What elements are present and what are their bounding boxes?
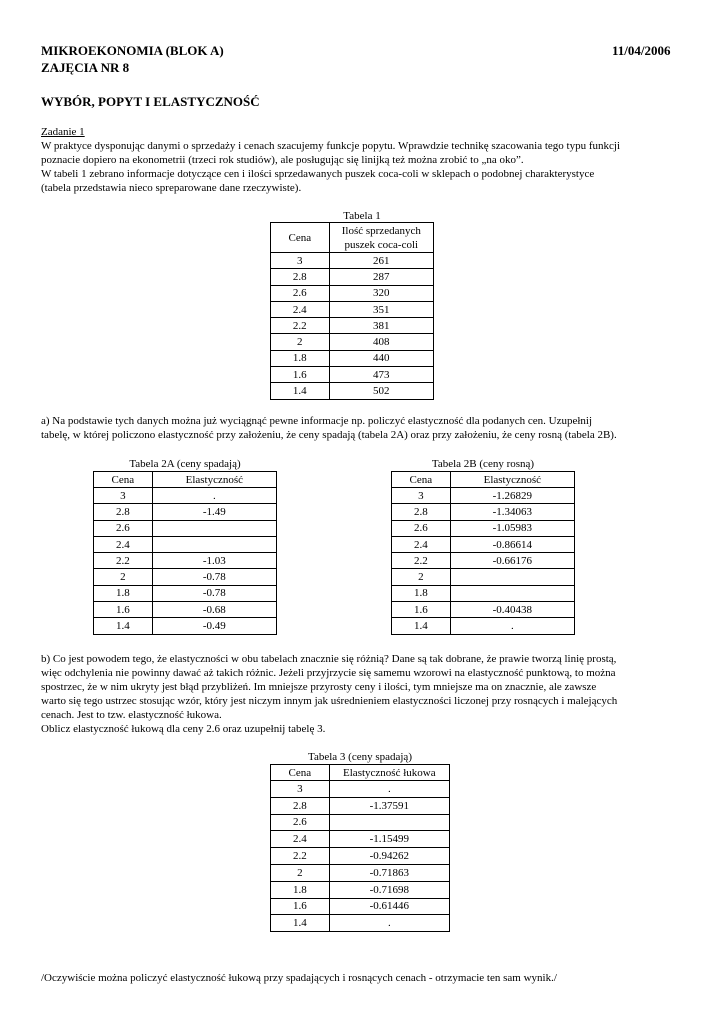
table2a-price-cell: 2.4 xyxy=(94,536,153,552)
table2b-row xyxy=(392,504,575,520)
table2b-value-cell: . xyxy=(450,618,574,634)
table3-price-cell: 1.4 xyxy=(271,915,330,932)
table1-price-cell: 2.4 xyxy=(271,301,330,317)
table3-value-cell: -1.15499 xyxy=(329,831,449,848)
table2a-price-cell: 3 xyxy=(94,488,153,504)
table1-row xyxy=(271,285,434,301)
table1-caption: Tabela 1 xyxy=(343,210,381,222)
table2b-price-cell: 1.8 xyxy=(392,585,451,601)
table1-price-cell: 3 xyxy=(271,253,330,269)
table3-row xyxy=(271,781,450,798)
table2a-value-cell xyxy=(152,536,276,552)
table1-value-cell: 440 xyxy=(329,350,433,366)
table2a-value-cell: -1.49 xyxy=(152,504,276,520)
table2a-header-elasticity: Elastyczność xyxy=(152,472,276,488)
table2b-row xyxy=(392,536,575,552)
table3-row xyxy=(271,881,450,898)
table1-value-cell: 351 xyxy=(329,301,433,317)
table3-value-cell: -0.71863 xyxy=(329,864,449,881)
table1-row xyxy=(271,301,434,317)
table2b-row xyxy=(392,585,575,601)
document-date: 11/04/2006 xyxy=(612,43,671,58)
table2a-value-cell: -0.78 xyxy=(152,569,276,585)
table1-price-cell: 2.8 xyxy=(271,269,330,285)
table2b-value-cell xyxy=(450,585,574,601)
part-b-line: więc odchylenia nie powinny dawać aż takich różnic. Jeżeli przyjrzycie się samemu wzorowi na elastyczność punktową, to można xyxy=(41,667,616,679)
table1-price-cell: 1.4 xyxy=(271,383,330,399)
table2a-caption: Tabela 2A (ceny spadają) xyxy=(129,458,241,470)
part-a-line: a) Na podstawie tych danych można już wyciągnąć pewne informacje np. policzyć elastyczność dla podanych cen. Uzupełnij xyxy=(41,415,593,427)
table1-price-cell: 2 xyxy=(271,334,330,350)
table2a-price-cell: 1.8 xyxy=(94,585,153,601)
table3-value-cell: -0.71698 xyxy=(329,881,449,898)
table3-price-cell: 2.4 xyxy=(271,831,330,848)
table2b-value-cell: -1.34063 xyxy=(450,504,574,520)
table2a-price-cell: 2.2 xyxy=(94,553,153,569)
task-label: Zadanie 1 xyxy=(41,126,85,138)
table2a-value-cell: -0.68 xyxy=(152,602,276,618)
table2b-row xyxy=(392,553,575,569)
table1-price-cell: 1.8 xyxy=(271,350,330,366)
table2b-value-cell: -1.26829 xyxy=(450,488,574,504)
table1-row xyxy=(271,383,434,399)
table2a-row xyxy=(94,602,277,618)
table2a-price-cell: 2 xyxy=(94,569,153,585)
table1-value-cell: 502 xyxy=(329,383,433,399)
intro-line: W praktyce dysponując danymi o sprzedaży i cenach szacujemy funkcje popytu. Wprawdzie technikę szacowania tego typu funkcji xyxy=(41,140,621,152)
table3-price-cell: 2.2 xyxy=(271,848,330,865)
table1-row xyxy=(271,318,434,334)
part-b-line: warto się tego ustrzec stosując wzór, który jest niczym innym jak uśrednieniem elastyczności liczonej przy rosnących i malejących xyxy=(41,695,618,707)
table1-value-cell: 287 xyxy=(329,269,433,285)
table1-price-cell: 2.6 xyxy=(271,285,330,301)
course-title: MIKROEKONOMIA (BLOK A) xyxy=(41,43,224,58)
table2a-value-cell xyxy=(152,520,276,536)
table3-price-cell: 2.8 xyxy=(271,797,330,814)
table2a-value-cell: -0.78 xyxy=(152,585,276,601)
table2b-value-cell: -1.05983 xyxy=(450,520,574,536)
table1-header-qty-line2: puszek coca-coli xyxy=(344,238,419,251)
table3-value-cell: . xyxy=(329,781,449,798)
table1-header-qty-line1: Ilość sprzedanych xyxy=(341,224,421,237)
table1-price-cell: 2.2 xyxy=(271,318,330,334)
table2a-price-cell: 1.6 xyxy=(94,602,153,618)
part-b-instruction: Oblicz elastyczność łukową dla ceny 2.6 oraz uzupełnij tabelę 3. xyxy=(41,723,326,735)
table2b-row xyxy=(392,488,575,504)
table1-row xyxy=(271,269,434,285)
table1-header-price: Cena xyxy=(271,223,330,253)
table3-value-cell xyxy=(329,814,449,831)
table3-price-cell: 2 xyxy=(271,864,330,881)
table1-value-cell: 408 xyxy=(329,334,433,350)
table3-row xyxy=(271,814,450,831)
table2a-row xyxy=(94,520,277,536)
table2a-row xyxy=(94,536,277,552)
table1-value-cell: 261 xyxy=(329,253,433,269)
table2b-price-cell: 3 xyxy=(392,488,451,504)
table1-value-cell: 320 xyxy=(329,285,433,301)
task-intro xyxy=(41,139,683,195)
table2a-price-cell: 2.8 xyxy=(94,504,153,520)
table2b-price-cell: 2.8 xyxy=(392,504,451,520)
table3-header-elasticity: Elastyczność łukowa xyxy=(329,765,449,781)
table2b-price-cell: 2 xyxy=(392,569,451,585)
part-b-line: spostrzec, że w nim ukryty jest błąd przybliżeń. Im mniejsze przyrosty ceny i ilości, tym mniejsze ma on znacznie, ale zawsze xyxy=(41,681,597,693)
part-a-text xyxy=(41,414,683,442)
table2b xyxy=(391,471,575,635)
table3-row xyxy=(271,915,450,932)
table3-price-cell: 2.6 xyxy=(271,814,330,831)
table2b-row xyxy=(392,618,575,634)
table3-row xyxy=(271,898,450,915)
table2b-value-cell: -0.40438 xyxy=(450,602,574,618)
table2b-row xyxy=(392,520,575,536)
footer-note: /Oczywiście można policzyć elastyczność łukową przy spadających i rosnących cenach - otrzymacie ten sam wynik./ xyxy=(41,972,557,984)
table3-value-cell: . xyxy=(329,915,449,932)
intro-line: W tabeli 1 zebrano informacje dotyczące cen i ilości sprzedawanych puszek coca-coli w sklepach o podobnej charakterystyce xyxy=(41,168,595,180)
table2a-price-cell: 1.4 xyxy=(94,618,153,634)
table3-header-price: Cena xyxy=(271,765,330,781)
table3-caption: Tabela 3 (ceny spadają) xyxy=(308,751,412,763)
table1-value-cell: 381 xyxy=(329,318,433,334)
table3-price-cell: 1.6 xyxy=(271,898,330,915)
table2b-value-cell: -0.86614 xyxy=(450,536,574,552)
table2a-row xyxy=(94,488,277,504)
table2b-value-cell: -0.66176 xyxy=(450,553,574,569)
table2a-header-price: Cena xyxy=(94,472,153,488)
table1 xyxy=(270,222,434,400)
table2b-price-cell: 2.2 xyxy=(392,553,451,569)
table3-row xyxy=(271,831,450,848)
table3-row xyxy=(271,797,450,814)
part-a-line: tabelę, w której policzono elastyczność przy założeniu, że ceny spadają (tabela 2A) oraz przy założeniu, że ceny rosną (tabela 2B). xyxy=(41,429,617,441)
table2a-value-cell: -0.49 xyxy=(152,618,276,634)
table2b-value-cell xyxy=(450,569,574,585)
table3-price-cell: 3 xyxy=(271,781,330,798)
table1-row xyxy=(271,350,434,366)
table3-value-cell: -1.37591 xyxy=(329,797,449,814)
table2b-caption: Tabela 2B (ceny rosną) xyxy=(431,458,535,470)
table2b-price-cell: 1.6 xyxy=(392,602,451,618)
part-b-line: b) Co jest powodem tego, że elastyczności w obu tabelach znacznie się różnią? Dane są tak dobrane, że prawie tworzą linię prostą, xyxy=(41,653,617,665)
table1-value-cell: 473 xyxy=(329,367,433,383)
table3-value-cell: -0.61446 xyxy=(329,898,449,915)
table2b-row xyxy=(392,602,575,618)
table2a-value-cell: . xyxy=(152,488,276,504)
table2b-price-cell: 2.4 xyxy=(392,536,451,552)
table2b-header-price: Cena xyxy=(392,472,451,488)
table2b-price-cell: 2.6 xyxy=(392,520,451,536)
table2a-row xyxy=(94,553,277,569)
table3-price-cell: 1.8 xyxy=(271,881,330,898)
page-title: WYBÓR, POPYT I ELASTYCZNOŚĆ xyxy=(41,94,260,109)
table2b-header-elasticity: Elastyczność xyxy=(450,472,574,488)
intro-line: (tabela przedstawia nieco spreparowane dane rzeczywiste). xyxy=(41,182,302,194)
table2a-row xyxy=(94,569,277,585)
table3-row xyxy=(271,848,450,865)
session-title: ZAJĘCIA NR 8 xyxy=(41,60,130,75)
table2a-price-cell: 2.6 xyxy=(94,520,153,536)
table3 xyxy=(270,764,450,932)
table2a-row xyxy=(94,585,277,601)
table2a xyxy=(93,471,277,635)
table3-value-cell: -0.94262 xyxy=(329,848,449,865)
table2a-row xyxy=(94,504,277,520)
table3-row xyxy=(271,864,450,881)
part-b-line: cenach. Jest to tzw. elastyczność łukowa. xyxy=(41,709,222,721)
table2a-value-cell: -1.03 xyxy=(152,553,276,569)
table2b-row xyxy=(392,569,575,585)
table1-price-cell: 1.6 xyxy=(271,367,330,383)
table1-row xyxy=(271,253,434,269)
table1-row xyxy=(271,334,434,350)
intro-line: poznacie dopiero na ekonometrii (trzeci rok studiów), ale posługując się linijką też można zrobić to „na oko”. xyxy=(41,154,524,166)
table2b-price-cell: 1.4 xyxy=(392,618,451,634)
part-b-text xyxy=(41,652,683,736)
table2a-row xyxy=(94,618,277,634)
table1-row xyxy=(271,367,434,383)
table1-header-quantity xyxy=(329,223,433,253)
